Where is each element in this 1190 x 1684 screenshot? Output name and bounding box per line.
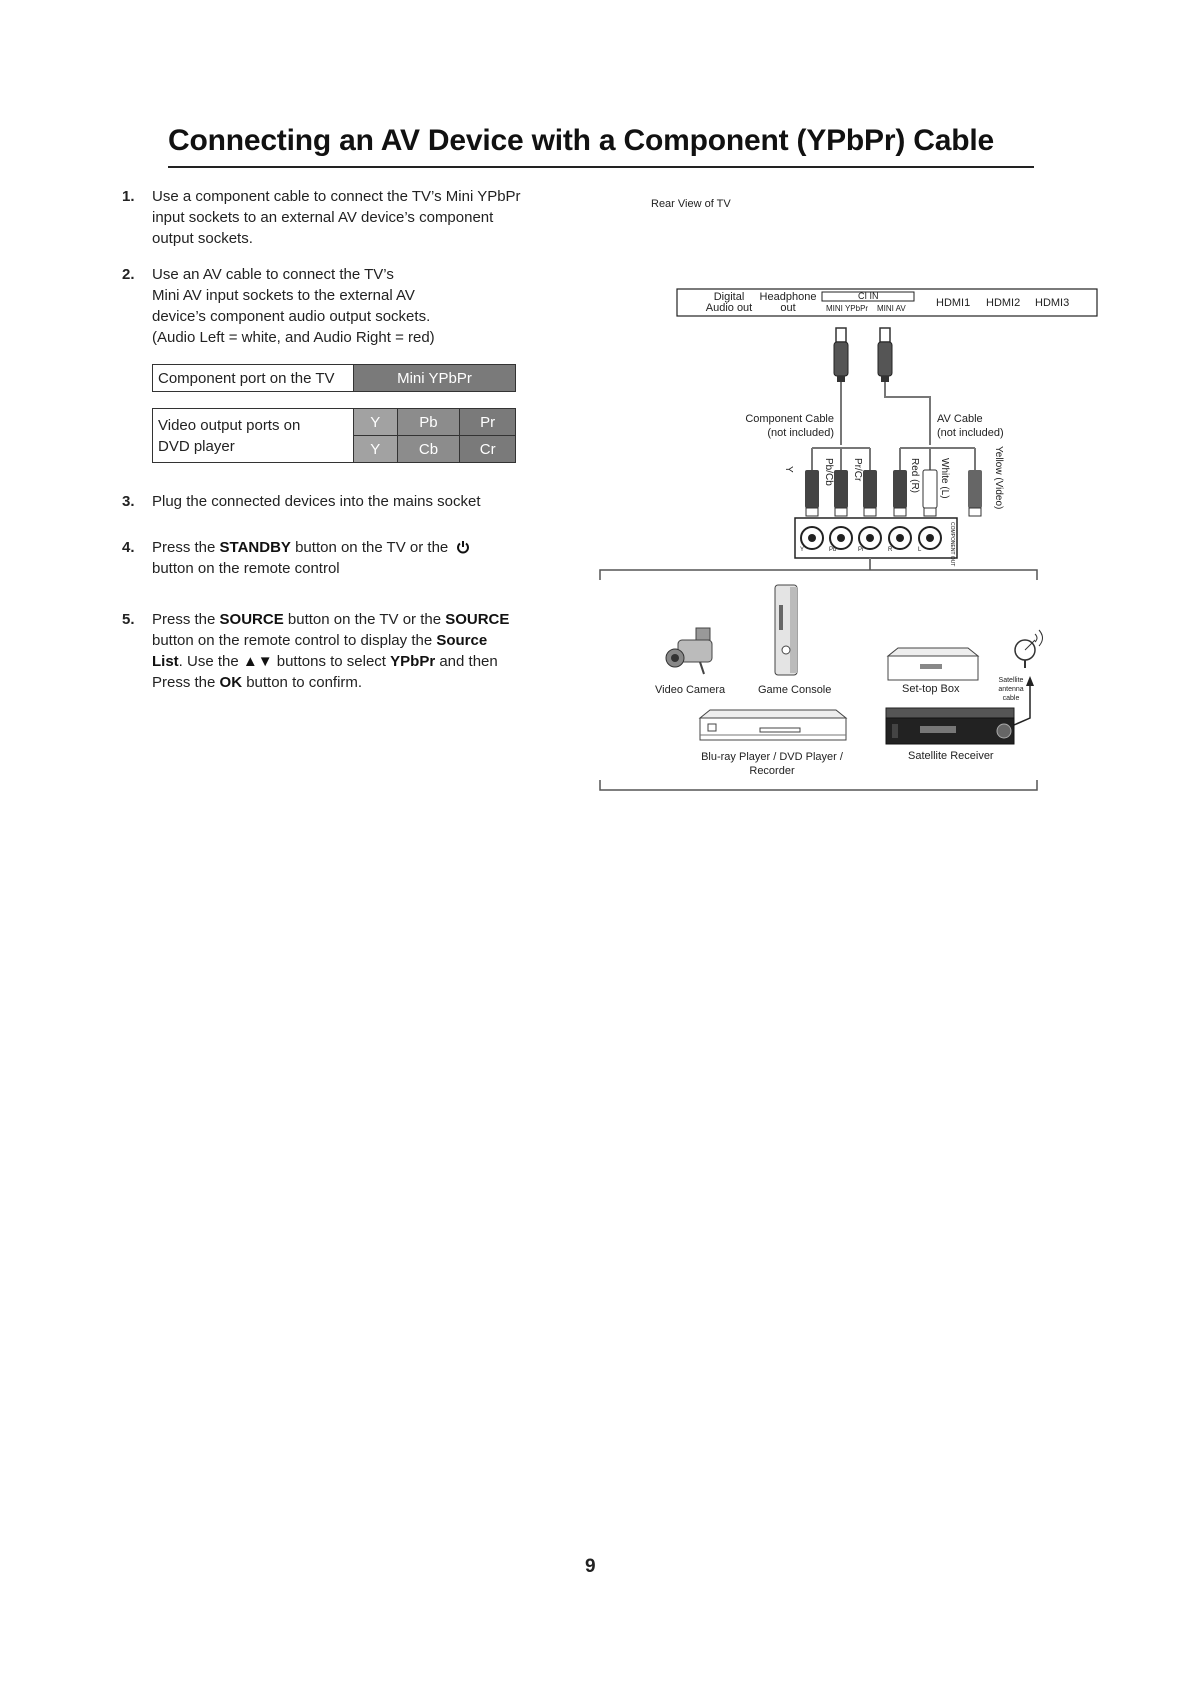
label-line: Digital bbox=[713, 291, 745, 303]
component-port-label: Component port on the TV bbox=[153, 365, 354, 392]
port-cell: Pr bbox=[460, 409, 516, 436]
rca-plug-pr bbox=[863, 470, 877, 516]
plug-label-pbcb: Pb/Cb bbox=[823, 458, 834, 486]
plug-label-yellow: Yellow (Video) bbox=[993, 446, 1004, 510]
page-title: Connecting an AV Device with a Component (YPbPr) Cable bbox=[168, 124, 994, 157]
page-number: 9 bbox=[585, 1556, 596, 1577]
component-cable-label bbox=[732, 412, 834, 440]
step-number: 2. bbox=[122, 266, 135, 283]
component-port-value: Mini YPbPr bbox=[354, 365, 516, 392]
set-top-box-label: Set-top Box bbox=[902, 683, 960, 695]
source-list-label: List bbox=[152, 653, 179, 670]
rca-plug-pb bbox=[834, 470, 848, 516]
rca-plug-white bbox=[923, 470, 937, 516]
step-text-line: device’s component audio output sockets. bbox=[152, 308, 431, 325]
step-text-line: Mini AV input sockets to the external AV bbox=[152, 287, 415, 304]
socket-label: Pb bbox=[829, 547, 837, 553]
text-run: button on the remote control to display the bbox=[152, 632, 437, 649]
port-cell: Cr bbox=[460, 436, 516, 463]
text-run: Press the bbox=[152, 539, 220, 556]
port-cell: Pb bbox=[397, 409, 460, 436]
plug-label-y: Y bbox=[783, 466, 794, 473]
plug-top-right bbox=[878, 328, 892, 382]
text-run: button on the TV or the bbox=[283, 611, 446, 628]
text-run: . Use the bbox=[178, 653, 243, 670]
satellite-receiver-icon bbox=[886, 708, 1014, 744]
port-cell: Y bbox=[354, 409, 398, 436]
component-out-label: COMPONENT OUT bbox=[949, 522, 955, 567]
plug-label-prcr: Pr/Cr bbox=[852, 458, 863, 482]
step-text-line: input sockets to an external AV device’s component bbox=[152, 209, 494, 226]
label-line: Component Cable bbox=[745, 413, 834, 425]
step-text-line: Use an AV cable to connect the TV’s bbox=[152, 266, 394, 283]
video-camera-icon bbox=[666, 628, 712, 674]
standby-label: STANDBY bbox=[219, 539, 291, 556]
hdmi1-label: HDMI1 bbox=[936, 297, 971, 309]
text-run: buttons to select bbox=[272, 653, 391, 670]
satellite-receiver-label: Satellite Receiver bbox=[908, 750, 994, 762]
video-output-label-line: Video output ports on bbox=[158, 416, 301, 434]
step-text-line: output sockets. bbox=[152, 230, 253, 247]
socket-label: Pr bbox=[858, 547, 864, 553]
label-line: antenna bbox=[998, 686, 1024, 693]
video-output-label-line: DVD player bbox=[158, 437, 235, 455]
step-number: 1. bbox=[122, 188, 135, 205]
plug-label-white: White (L) bbox=[939, 458, 950, 499]
port-cell: Y bbox=[354, 436, 398, 463]
step-number: 5. bbox=[122, 611, 135, 628]
ok-label: OK bbox=[219, 674, 243, 691]
port-cell: Cb bbox=[397, 436, 460, 463]
av-cable-label bbox=[937, 412, 1004, 440]
step-text-line: Use a component cable to connect the TV’s Mini YPbPr bbox=[152, 188, 521, 205]
rear-view-label: Rear View of TV bbox=[651, 198, 731, 210]
devices-bracket-bottom bbox=[600, 780, 1037, 790]
text-run: button on the TV or the bbox=[290, 539, 449, 556]
devices-bracket-top bbox=[600, 570, 1037, 580]
source-label: SOURCE bbox=[445, 611, 510, 628]
rca-plug-yellow bbox=[968, 470, 982, 516]
label-line: cable bbox=[1002, 695, 1020, 702]
bluray-label bbox=[682, 750, 862, 778]
satellite-antenna-label bbox=[991, 676, 1031, 703]
rca-plug-y bbox=[805, 470, 819, 516]
socket-label: L bbox=[918, 547, 922, 553]
step-text-line: button on the remote control bbox=[152, 560, 340, 577]
bluray-player-icon bbox=[700, 710, 846, 740]
ypbpr-label: YPbPr bbox=[390, 653, 436, 670]
headphone-label bbox=[752, 292, 824, 314]
socket-label: Y bbox=[800, 547, 805, 553]
source-label: SOURCE bbox=[219, 611, 284, 628]
text-run: button to confirm. bbox=[242, 674, 363, 691]
mini-av-label: MINI AV bbox=[877, 304, 906, 313]
label-line: Headphone bbox=[759, 291, 817, 303]
text-run: Press the bbox=[152, 674, 220, 691]
label-line: Audio out bbox=[705, 302, 753, 314]
mini-ypbpr-label: MINI YPbPr bbox=[826, 304, 869, 313]
video-camera-label: Video Camera bbox=[655, 684, 726, 696]
plug-label-red: Red (R) bbox=[909, 458, 920, 494]
label-line: (not included) bbox=[937, 427, 1004, 439]
satellite-dish-icon bbox=[1015, 630, 1043, 668]
socket-label: R bbox=[888, 547, 893, 553]
source-list-label: Source bbox=[436, 632, 488, 649]
step-number: 4. bbox=[122, 539, 135, 556]
plug-top-left bbox=[834, 328, 848, 382]
hdmi2-label: HDMI2 bbox=[986, 297, 1021, 309]
arrow-buttons-label: ▲▼ bbox=[242, 653, 273, 670]
text-run: Press the bbox=[152, 611, 220, 628]
av-cable-line bbox=[885, 382, 930, 445]
set-top-box-icon bbox=[888, 648, 978, 680]
step-number: 3. bbox=[122, 493, 135, 510]
text-run: and then bbox=[435, 653, 498, 670]
step-text-line: Plug the connected devices into the mains socket bbox=[152, 493, 481, 510]
rca-plug-red bbox=[893, 470, 907, 516]
label-line: out bbox=[780, 302, 796, 314]
step-text-line: (Audio Left = white, and Audio Right = red) bbox=[152, 329, 435, 346]
ci-in-label: CI IN bbox=[858, 291, 879, 301]
hdmi3-label: HDMI3 bbox=[1035, 297, 1070, 309]
label-line: (not included) bbox=[767, 427, 834, 439]
game-console-icon bbox=[775, 585, 797, 675]
game-console-label: Game Console bbox=[758, 684, 832, 696]
label-line: Blu-ray Player / DVD Player / bbox=[701, 751, 843, 763]
label-line: AV Cable bbox=[937, 413, 983, 425]
label-line: Satellite bbox=[998, 677, 1024, 684]
label-line: Recorder bbox=[749, 765, 795, 777]
